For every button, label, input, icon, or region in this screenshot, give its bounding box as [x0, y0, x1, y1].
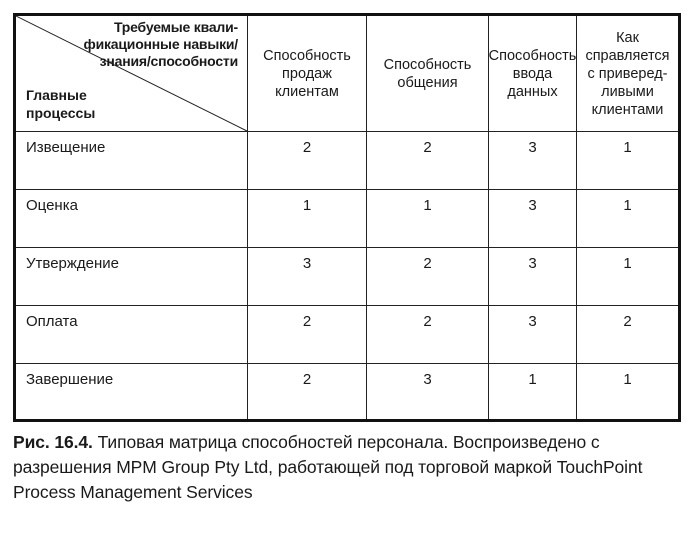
value-cell: 2 — [302, 139, 312, 156]
process-name: Утверждение — [26, 255, 120, 272]
process-name: Извещение — [26, 139, 106, 156]
figure-caption-text: Типовая матрица способностей персонала. Воспроизведено с разрешения MPM Group Pty Ltd, работающей под торговой маркой TouchPoint Process Management Services — [13, 432, 643, 502]
figure-label: Рис. 16.4. — [13, 432, 93, 452]
table-row — [16, 132, 678, 190]
table-row — [16, 248, 678, 306]
value-cell: 3 — [528, 197, 537, 214]
table-row — [16, 364, 678, 422]
table-row — [16, 306, 678, 364]
value-cell: 2 — [302, 313, 312, 330]
capability-matrix-table — [13, 13, 681, 422]
column-header-data-entry: Способность ввода данных — [488, 47, 577, 100]
value-cell: 1 — [623, 371, 632, 388]
value-cell: 3 — [528, 139, 537, 156]
value-cell: 1 — [623, 255, 632, 272]
value-cell: 1 — [623, 139, 632, 156]
value-cell: 2 — [623, 313, 632, 330]
value-cell: 3 — [302, 255, 312, 272]
value-cell: 2 — [423, 313, 432, 330]
value-cell: 1 — [623, 197, 632, 214]
corner-header-skills: Требуемые квали- фикационные навыки/ знания/способности — [83, 19, 238, 69]
value-cell: 1 — [423, 197, 432, 214]
corner-header-processes: Главные процессы — [26, 87, 96, 121]
process-name: Оценка — [26, 197, 78, 214]
figure-caption — [13, 430, 683, 505]
value-cell: 3 — [528, 255, 537, 272]
value-cell: 2 — [423, 139, 432, 156]
column-header-sales: Способность продаж клиентам — [263, 47, 351, 100]
table-row — [16, 190, 678, 248]
column-header-difficult-clients: Как справляется с приверед- ливыми клиентами — [585, 29, 670, 118]
value-cell: 3 — [528, 313, 537, 330]
value-cell: 2 — [423, 255, 432, 272]
value-cell: 2 — [302, 371, 312, 388]
value-cell: 1 — [302, 197, 312, 214]
process-name: Оплата — [26, 313, 78, 330]
value-cell: 3 — [423, 371, 432, 388]
process-name: Завершение — [26, 371, 114, 388]
column-header-communication: Способность общения — [383, 56, 472, 91]
value-cell: 1 — [528, 371, 537, 388]
